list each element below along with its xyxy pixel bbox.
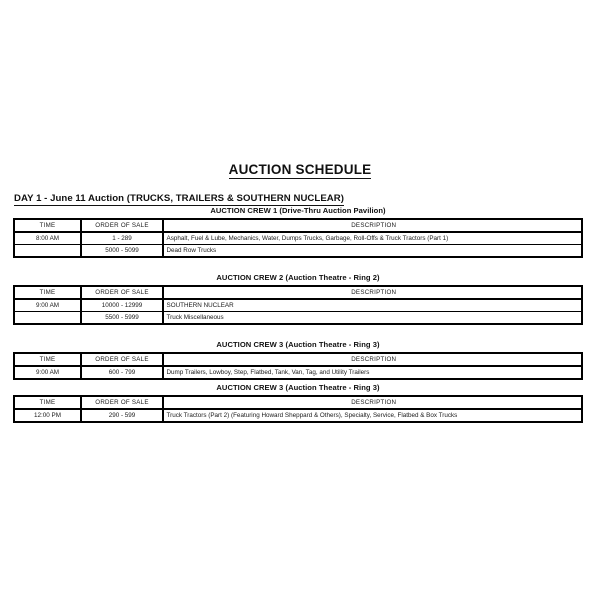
cell-time: 9:00 AM	[14, 299, 81, 312]
column-header-description: DESCRIPTION	[163, 353, 582, 366]
cell-description: Truck Tractors (Part 2) (Featuring Howard Sheppard & Others), Specialty, Service, Flatbed & Box Trucks	[163, 409, 582, 422]
cell-order-of-sale: 600 - 799	[81, 366, 163, 379]
schedule-table	[13, 395, 583, 423]
table-row	[14, 244, 582, 257]
cell-order-of-sale: 1 - 289	[81, 232, 163, 245]
cell-order-of-sale: 10000 - 12999	[81, 299, 163, 312]
crew-caption: AUCTION CREW 3 (Auction Theatre - Ring 3)	[216, 383, 380, 392]
table-header-row	[14, 219, 582, 232]
crew-caption: AUCTION CREW 3 (Auction Theatre - Ring 3)	[216, 340, 380, 349]
table-header-row	[14, 353, 582, 366]
cell-order-of-sale: 5500 - 5999	[81, 311, 163, 324]
crew-block-3	[13, 340, 583, 380]
page-title-text: AUCTION SCHEDULE	[228, 162, 372, 177]
column-header-order-of-sale: ORDER OF SALE	[81, 396, 163, 409]
table-header-row	[14, 396, 582, 409]
table-row	[14, 366, 582, 379]
crew-caption: AUCTION CREW 2 (Auction Theatre - Ring 2)	[216, 273, 380, 282]
cell-description: Dump Trailers, Lowboy, Step, Flatbed, Tank, Van, Tag, and Utility Trailers	[163, 366, 582, 379]
table-header-row	[14, 286, 582, 299]
column-header-description: DESCRIPTION	[163, 286, 582, 299]
cell-time	[14, 311, 81, 324]
cell-description: Asphalt, Fuel & Lube, Mechanics, Water, Dumps Trucks, Garbage, Roll-Offs & Truck Tractors (Part 1)	[163, 232, 582, 245]
cell-order-of-sale: 290 - 599	[81, 409, 163, 422]
crew-block-2	[13, 273, 583, 325]
cell-time: 8:00 AM	[14, 232, 81, 245]
table-row	[14, 311, 582, 324]
crew-block-4	[13, 383, 583, 423]
cell-time: 12:00 PM	[14, 409, 81, 422]
column-header-time: TIME	[14, 286, 81, 299]
cell-time: 9:00 AM	[14, 366, 81, 379]
cell-order-of-sale: 5000 - 5099	[81, 244, 163, 257]
column-header-description: DESCRIPTION	[163, 219, 582, 232]
crew-block-1	[13, 206, 583, 258]
cell-description: Dead Row Trucks	[163, 244, 582, 257]
crew-caption: AUCTION CREW 1 (Drive-Thru Auction Pavilion)	[210, 206, 386, 215]
cell-description: Truck Miscellaneous	[163, 311, 582, 324]
page-title	[0, 162, 600, 177]
column-header-order-of-sale: ORDER OF SALE	[81, 219, 163, 232]
column-header-time: TIME	[14, 396, 81, 409]
table-row	[14, 409, 582, 422]
cell-time	[14, 244, 81, 257]
table-row	[14, 232, 582, 245]
schedule-table	[13, 218, 583, 258]
day-heading-text: DAY 1 - June 11 Auction (TRUCKS, TRAILERS & SOUTHERN NUCLEAR)	[14, 193, 344, 204]
column-header-time: TIME	[14, 353, 81, 366]
column-header-time: TIME	[14, 219, 81, 232]
table-row	[14, 299, 582, 312]
column-header-description: DESCRIPTION	[163, 396, 582, 409]
day-heading	[14, 193, 344, 204]
column-header-order-of-sale: ORDER OF SALE	[81, 353, 163, 366]
schedule-table	[13, 352, 583, 380]
cell-description: SOUTHERN NUCLEAR	[163, 299, 582, 312]
schedule-table	[13, 285, 583, 325]
column-header-order-of-sale: ORDER OF SALE	[81, 286, 163, 299]
